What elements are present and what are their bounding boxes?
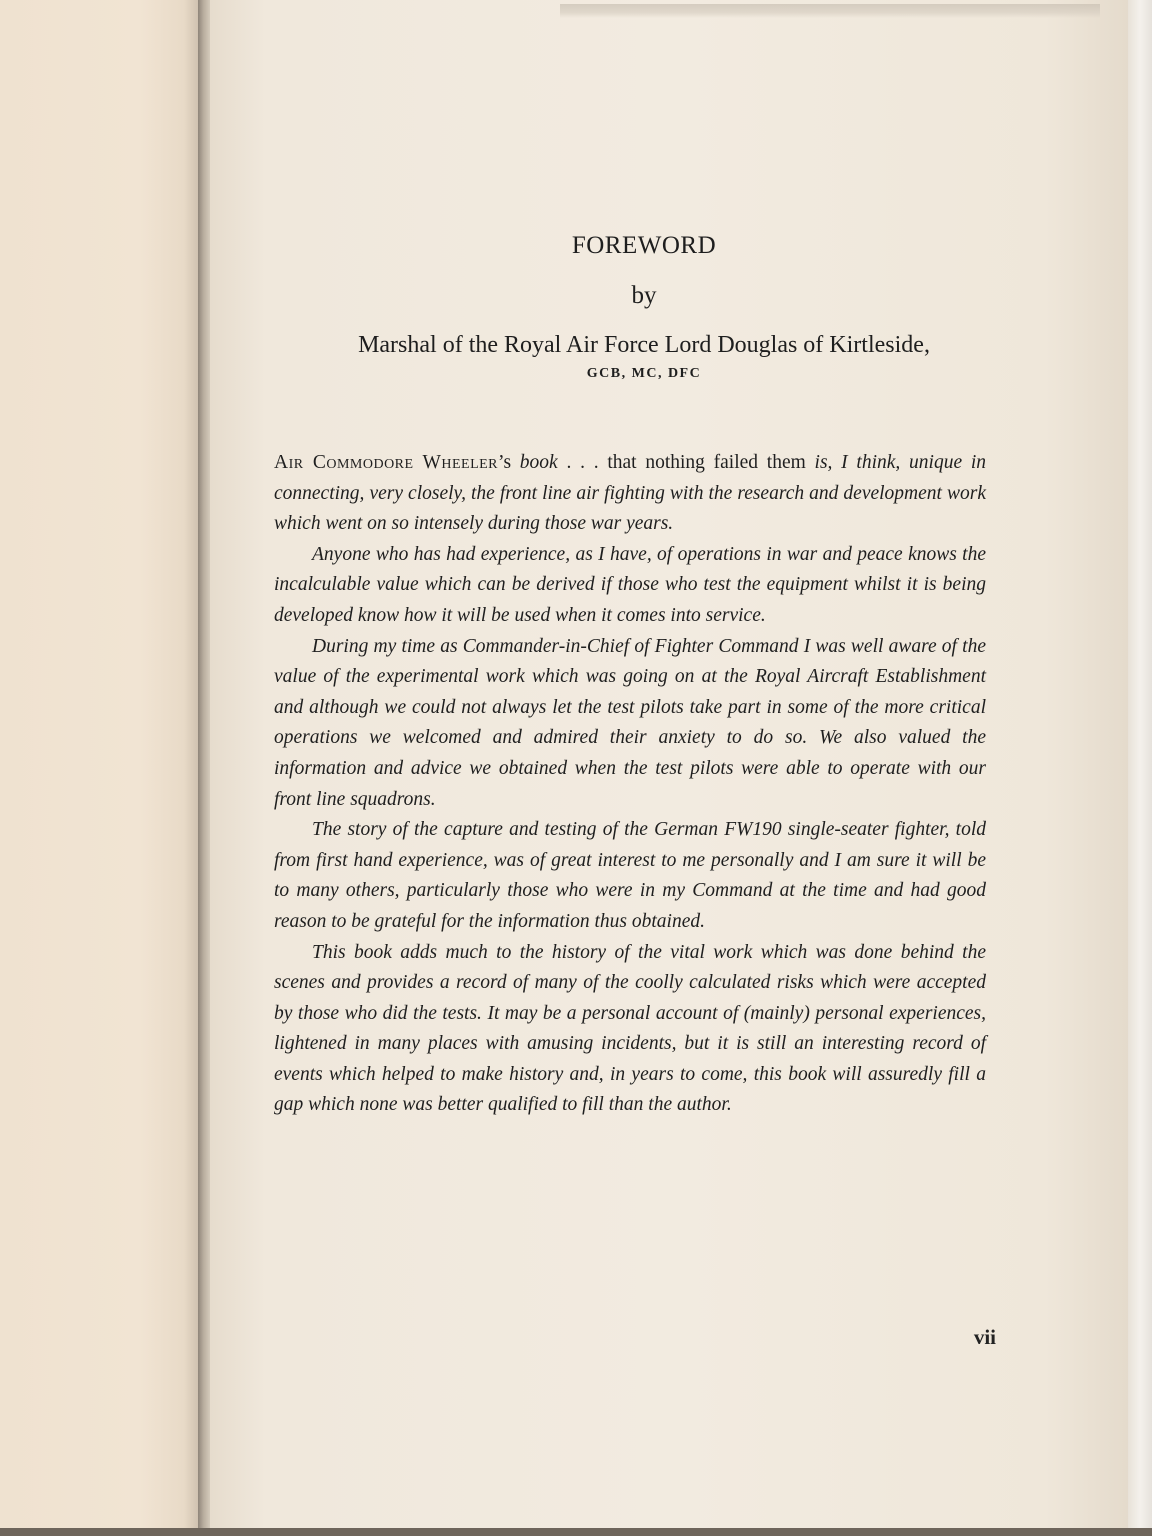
paragraph-4: The story of the capture and testing of the German FW190 single-seater fighter, told from first hand experience, was of great interest to me personally and I am sure it will be to many others, particularly those who were in my Command at the time and had good reason to be grateful for the information thus obtained. [274,819,986,932]
paragraph-1 [274,448,986,540]
foreword-page [210,0,1138,1530]
paragraph-1-text: I think, unique in connecting, very closely, the front line air fighting with the research and development work which went on so intensely during those war years. [274,452,987,535]
lead-ellipsis: . . . [557,452,608,473]
paragraph-2: Anyone who has had experience, as I have, of operations in war and peace knows the incalculable value which can be derived if those who test the equipment whilst it is being developed know how it will be used when it comes into service. [274,543,986,626]
lead-possessive: ’s [498,452,512,473]
foreword-by: by [631,282,657,309]
lead-book-title: that nothing failed them [607,452,806,473]
foreword-author: Marshal of the Royal Air Force Lord Douglas of Kirtleside, [358,332,930,358]
lead-is: is, [814,452,833,473]
author-honours: GCB, MC, DFC [586,366,702,381]
page-number: vii [973,1325,996,1349]
paragraph-5: This book adds much to the history of the vital work which was done behind the scenes and provides a record of many of the coolly calculated risks which were accepted by those who did the tests. It may be a personal account of (mainly) personal experiences, lightened in many places with amusing incidents, but it is still an interesting record of events which helped to make history and, in years to come, this book will assuredly fill a gap which none was better qualified to fill than the author. [274,941,986,1116]
left-page [0,0,200,1536]
foreword-title: FOREWORD [571,232,717,259]
lead-book-word: book [519,452,558,473]
paragraph-3: During my time as Commander-in-Chief of Fighter Command I was well aware of the value of the experimental work which was going on at the Royal Aircraft Establishment and although we could not always let the test pilots take part in some of the more critical operations we welcomed and admired their anxiety to do so. We also valued the information and advice we obtained when the test pilots were able to operate with our front line squadrons. [274,635,986,810]
lead-author-name: Air Commodore Wheeler [274,452,499,473]
foreword-body [274,448,986,1121]
